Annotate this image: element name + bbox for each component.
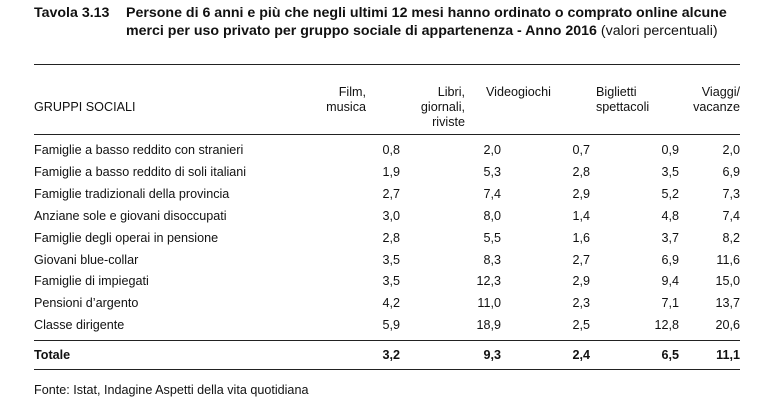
- row-value-cell: 1,6: [572, 230, 590, 245]
- row-value-cell: 8,2: [722, 230, 740, 245]
- row-value-cell: 0,7: [572, 143, 590, 157]
- row-value-cell: 8,0: [483, 208, 501, 223]
- table-row: [34, 293, 740, 315]
- row-value-cell: 1,4: [572, 208, 590, 223]
- table-row: [34, 250, 740, 272]
- total-cell: 2,4: [572, 348, 590, 362]
- row-value-cell: 2,9: [572, 186, 590, 201]
- source-note: Fonte: Istat, Indagine Aspetti della vita quotidiana: [34, 383, 309, 397]
- total-row: [34, 345, 740, 365]
- table-row: [34, 140, 740, 162]
- header-col-videogiochi: Videogiochi: [486, 85, 551, 99]
- row-value-cell: 5,3: [483, 164, 501, 179]
- row-value-cell: 3,5: [382, 274, 400, 289]
- row-value-cell: 3,0: [382, 208, 400, 223]
- row-group-name: Anziane sole e giovani disoccupati: [34, 208, 227, 223]
- row-group-name: Giovani blue-collar: [34, 252, 139, 267]
- table-row: [34, 162, 740, 184]
- row-value-cell: 0,9: [661, 143, 679, 157]
- row-value-cell: 4,2: [382, 296, 400, 311]
- row-value-cell: 5,5: [483, 230, 501, 245]
- row-value-cell: 15,0: [715, 274, 740, 289]
- row-value-cell: 9,4: [661, 274, 679, 289]
- header-col-biglietti: Biglietti spettacoli: [596, 85, 650, 114]
- row-value-cell: 1,9: [382, 164, 400, 179]
- row-value-cell: 11,6: [716, 252, 740, 267]
- row-value-cell: 2,5: [572, 318, 590, 333]
- row-value-cell: 2,7: [572, 252, 590, 267]
- row-value-cell: 12,8: [654, 318, 679, 333]
- row-value-cell: 0,8: [382, 143, 400, 157]
- header-col-viaggi: Viaggi/ vacanze: [693, 85, 740, 114]
- row-value-cell: 18,9: [476, 318, 501, 333]
- table-row: [34, 206, 740, 228]
- row-group-name: Pensioni d’argento: [34, 296, 139, 311]
- row-group-name: Famiglie degli operai in pensione: [34, 230, 219, 245]
- row-value-cell: 3,5: [661, 164, 679, 179]
- row-value-cell: 5,9: [382, 318, 400, 333]
- row-value-cell: 6,9: [722, 164, 740, 179]
- row-value-cell: 8,3: [483, 252, 501, 267]
- row-value-cell: 2,8: [572, 164, 590, 179]
- header-rule: [34, 134, 740, 135]
- row-value-cell: 6,9: [661, 252, 679, 267]
- row-value-cell: 2,7: [382, 186, 400, 201]
- table-row: [34, 315, 740, 337]
- row-value-cell: 2,3: [572, 296, 590, 311]
- row-group-name: Classe dirigente: [34, 318, 125, 333]
- row-value-cell: 7,4: [722, 208, 740, 223]
- total-cell: 9,3: [483, 348, 501, 362]
- row-value-cell: 2,9: [572, 274, 590, 289]
- row-value-cell: 4,8: [661, 208, 679, 223]
- row-group-name: Famiglie di impiegati: [34, 274, 149, 289]
- header-col-libri: Libri, giornali, riviste: [420, 85, 465, 129]
- table-number: Tavola 3.13: [34, 5, 110, 21]
- row-value-cell: 7,3: [722, 186, 740, 201]
- title-unit-note: (valori percentuali): [596, 23, 718, 39]
- row-value-cell: 20,6: [715, 318, 740, 333]
- header-group-label: GRUPPI SOCIALI: [34, 100, 136, 114]
- table-row: [34, 271, 740, 293]
- row-value-cell: 7,1: [661, 296, 679, 311]
- header-col-film: Film, musica: [326, 85, 366, 114]
- row-value-cell: 2,0: [483, 143, 501, 157]
- table-title: [34, 4, 754, 40]
- row-group-name: Famiglie a basso reddito con stranieri: [34, 143, 244, 157]
- table-row: [34, 184, 740, 206]
- row-value-cell: 2,0: [722, 143, 740, 157]
- row-value-cell: 7,4: [483, 186, 501, 201]
- row-group-name: Famiglie tradizionali della provincia: [34, 186, 230, 201]
- row-value-cell: 2,8: [382, 230, 400, 245]
- total-label: Totale: [34, 348, 71, 362]
- top-rule: [34, 64, 740, 65]
- total-rule: [34, 340, 740, 341]
- title-line-2: merci per uso privato per gruppo sociale di appartenenza - Anno 2016 (valori percentuali): [126, 23, 718, 39]
- row-value-cell: 12,3: [476, 274, 501, 289]
- total-cell: 6,5: [661, 348, 679, 362]
- total-cell: 11,1: [716, 348, 740, 362]
- row-value-cell: 5,2: [661, 186, 679, 201]
- row-value-cell: 13,7: [715, 296, 740, 311]
- title-line-1: Persone di 6 anni e più che negli ultimi 12 mesi hanno ordinato o comprato online alcune: [126, 5, 727, 21]
- table-row: [34, 228, 740, 250]
- row-value-cell: 3,5: [382, 252, 400, 267]
- total-cell: 3,2: [382, 348, 400, 362]
- data-table: [34, 140, 740, 337]
- bottom-rule: [34, 369, 740, 370]
- row-value-cell: 11,0: [477, 296, 501, 311]
- row-group-name: Famiglie a basso reddito di soli italiani: [34, 164, 247, 179]
- row-value-cell: 3,7: [661, 230, 679, 245]
